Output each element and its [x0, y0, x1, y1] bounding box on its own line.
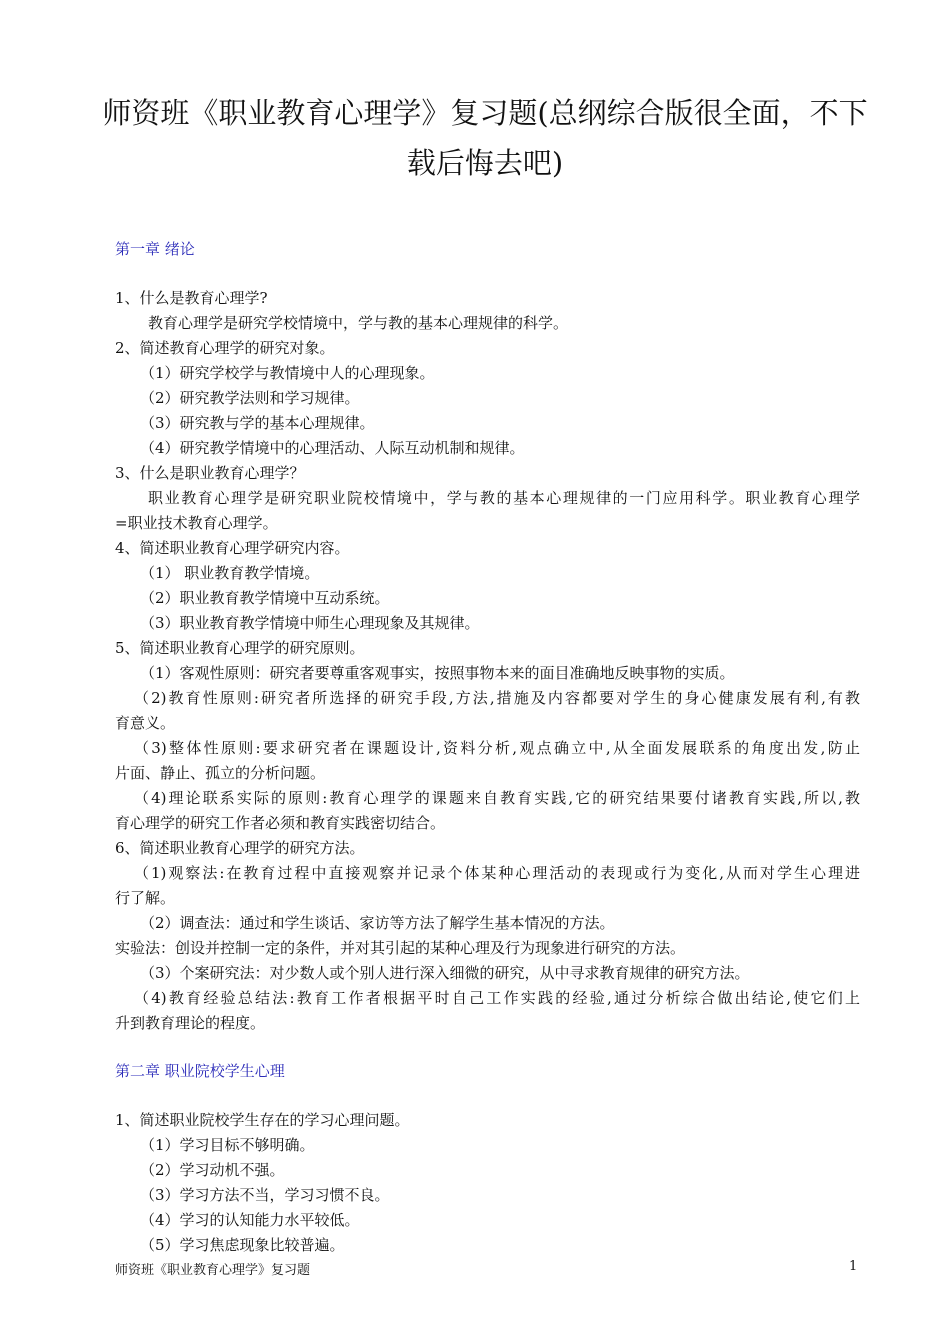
answer-item-continued: 育心理学的研究工作者必须和教育实践密切结合。	[115, 814, 446, 832]
answer-item: （1)观察法:在教育过程中直接观察并记录个体某种心理活动的表现或行为变化,从而对学生心理进	[134, 864, 860, 882]
answer-item: （3）学习方法不当，学习习惯不良。	[140, 1186, 390, 1204]
question-6: 6、简述职业教育心理学的研究方法。	[115, 839, 365, 857]
page-footer-title: 师资班《职业教育心理学》复习题	[115, 1263, 311, 1278]
answer-item: （4)教育经验总结法:教育工作者根据平时自己工作实践的经验,通过分析综合做出结论,使它们上	[134, 989, 860, 1007]
answer-item: （4）研究教学情境中的心理活动、人际互动机制和规律。	[140, 439, 525, 457]
answer-item: （2）职业教育教学情境中互动系统。	[140, 589, 390, 607]
answer-item: （2）调查法：通过和学生谈话、家访等方法了解学生基本情况的方法。	[140, 914, 615, 932]
question-1: 1、什么是教育心理学?	[115, 289, 268, 307]
question-1: 1、简述职业院校学生存在的学习心理问题。	[115, 1111, 410, 1129]
question-4: 4、简述职业教育心理学研究内容。	[115, 539, 350, 557]
page-number: 1	[849, 1259, 858, 1274]
chapter-1-heading: 第一章 绪论	[115, 240, 195, 258]
answer-item: （2)教育性原则:研究者所选择的研究手段,方法,措施及内容都要对学生的身心健康发展有利,有教	[134, 689, 860, 707]
answer-item: （5）学习焦虑现象比较普遍。	[140, 1236, 345, 1254]
question-5: 5、简述职业教育心理学的研究原则。	[115, 639, 365, 657]
answer-text: 职业教育心理学是研究职业院校情境中，学与教的基本心理规律的一门应用科学。职业教育心理学	[148, 489, 860, 507]
answer-item: （1） 职业教育教学情境。	[140, 564, 320, 582]
question-3: 3、什么是职业教育心理学？	[115, 464, 305, 482]
document-title-line-1: 师资班《职业教育心理学》复习题(总纲综合版很全面，不下	[102, 96, 868, 130]
answer-text: 教育心理学是研究学校情境中，学与教的基本心理规律的科学。	[148, 314, 569, 332]
answer-item: 实验法：创设并控制一定的条件，并对其引起的某种心理及行为现象进行研究的方法。	[115, 939, 686, 957]
chapter-2-heading: 第二章 职业院校学生心理	[115, 1062, 285, 1080]
answer-item-continued: 行了解。	[115, 889, 176, 907]
answer-item: （3）研究教与学的基本心理规律。	[140, 414, 375, 432]
answer-item: （4)理论联系实际的原则:教育心理学的课题来自教育实践,它的研究结果要付诸教育实践,所以,教	[134, 789, 860, 807]
answer-item: （3)整体性原则:要求研究者在课题设计,资料分析,观点确立中,从全面发展联系的角度出发,防止	[134, 739, 860, 757]
answer-item-continued: 育意义。	[115, 714, 176, 732]
answer-item: （1）研究学校学与教情境中人的心理现象。	[140, 364, 435, 382]
answer-item: （3）职业教育教学情境中师生心理现象及其规律。	[140, 614, 480, 632]
document-title-line-2: 载后悔去吧)	[406, 146, 564, 180]
answer-text-continued: =职业技术教育心理学。	[115, 514, 278, 532]
answer-item-continued: 片面、静止、孤立的分析问题。	[115, 764, 326, 782]
answer-item: （1）学习目标不够明确。	[140, 1136, 315, 1154]
answer-item: （2）研究教学法则和学习规律。	[140, 389, 360, 407]
answer-item-continued: 升到教育理论的程度。	[115, 1014, 266, 1032]
question-2: 2、简述教育心理学的研究对象。	[115, 339, 335, 357]
answer-item: （2）学习动机不强。	[140, 1161, 285, 1179]
answer-item: （4）学习的认知能力水平较低。	[140, 1211, 360, 1229]
answer-item: （1）客观性原则：研究者要尊重客观事实，按照事物本来的面目准确地反映事物的实质。	[140, 664, 735, 682]
answer-item: （3）个案研究法：对少数人或个别人进行深入细微的研究，从中寻求教育规律的研究方法。	[140, 964, 750, 982]
